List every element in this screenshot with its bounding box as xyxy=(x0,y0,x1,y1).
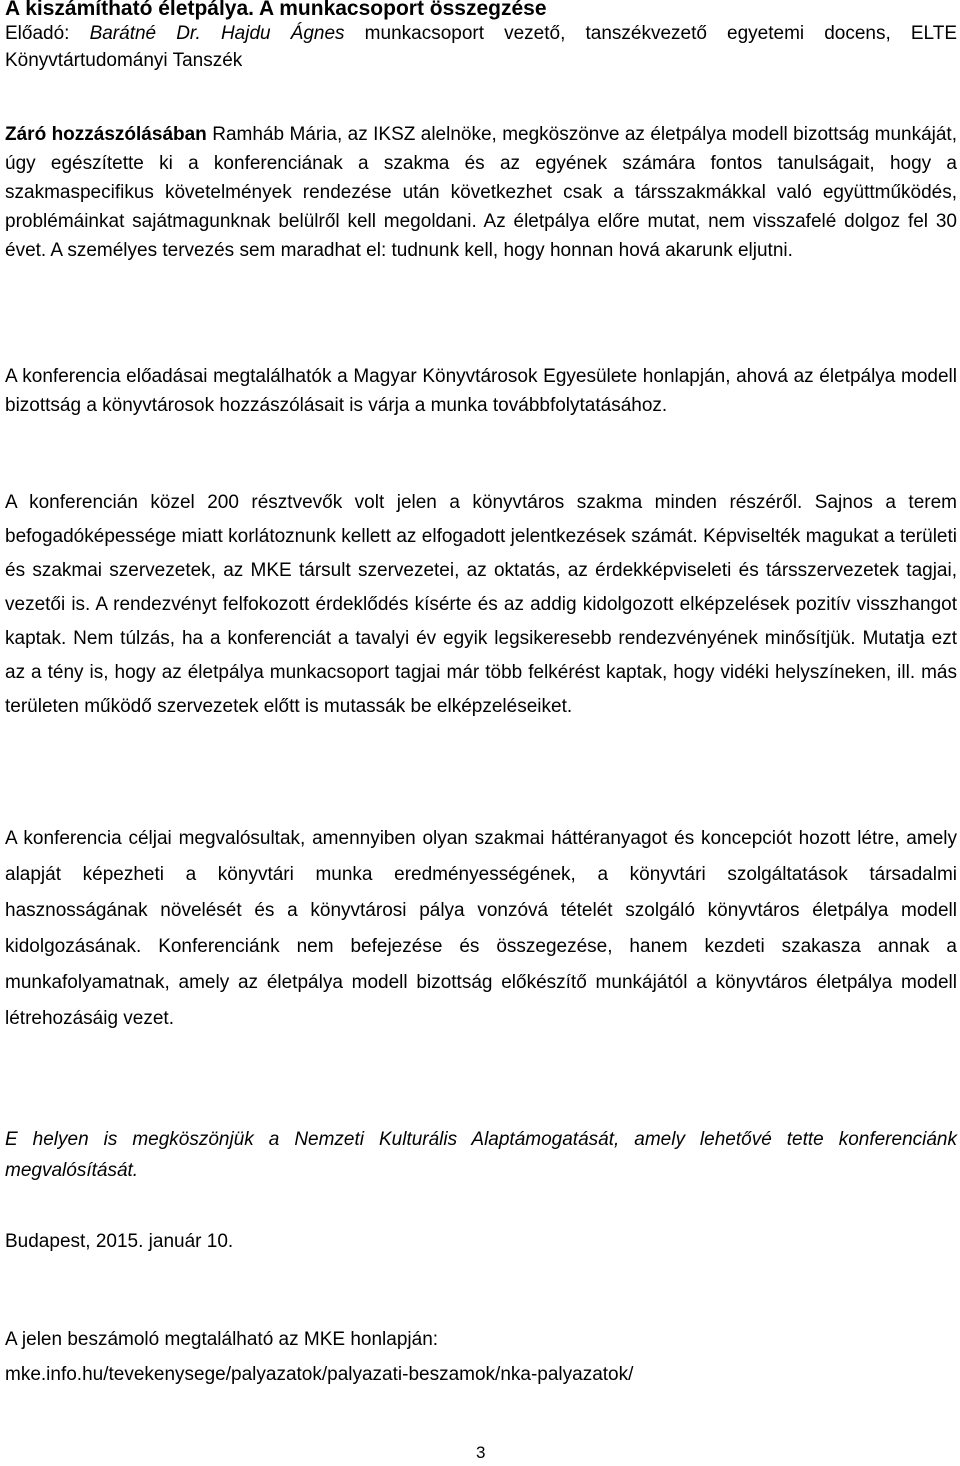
closing-remarks-text: Ramháb Mária, az IKSZ alelnöke, megköszönve az életpálya modell bizottság munkáját, úgy egészítette ki a konferenciának a szakma és az egyének számára fontos tanulságait, hogy a szakmaspecifikus követelmények rendezése után következhet csak a társszakmákkal való együttműködés, problémáinkat sajátmagunknak belülről kell megoldani. Az életpálya előre mutat, nem visszafelé dolgoz fel 30 évet. A személyes tervezés sem maradhat el: tudnunk kell, hogy honnan hová akarunk eljutni. xyxy=(5,124,957,261)
conference-materials-paragraph: A konferencia előadásai megtalálhatók a Magyar Könyvtárosok Egyesülete honlapján, ahová az életpálya modell bizottság a könyvtárosok hozzászólásait is várja a munka továbbfolytatásához. xyxy=(5,366,957,416)
presenter-paragraph xyxy=(5,20,957,74)
report-note: A jelen beszámoló megtalálható az MKE honlapján: xyxy=(5,1329,439,1350)
presenter-name: Barátné Dr. Hajdu Ágnes xyxy=(89,23,345,44)
acknowledgement-paragraph: E helyen is megköszönjük a Nemzeti Kulturális Alaptámogatását, amely lehetővé tette konferenciánk megvalósítását. xyxy=(5,1129,957,1181)
page-number: 3 xyxy=(476,1443,486,1462)
conference-goals-paragraph: A konferencia céljai megvalósultak, amennyiben olyan szakmai háttéranyagot és koncepciót hozott létre, amely alapját képezheti a könyvtári munka eredményességének, a könyvtári szolgáltatások társadalmi hasznosságának növelését és a könyvtárosi pálya vonzóvá tételét szolgáló könyvtáros életpálya modell kidolgozásának. Konferenciánk nem befejezése és összegezése, hanem kezdeti szakasza annak a munkafolyamatnak, amely az életpálya modell bizottság előkészítő munkájától a könyvtáros életpálya modell létrehozásáig vezet. xyxy=(5,828,957,1029)
report-url[interactable]: mke.info.hu/tevekenysege/palyazatok/palyazati-beszamok/nka-palyazatok/ xyxy=(5,1364,634,1385)
presenter-label: Előadó: xyxy=(5,23,70,44)
participants-paragraph: A konferencián közel 200 résztvevők volt jelen a könyvtáros szakma minden részéről. Sajnos a terem befogadóképessége miatt korlátoznunk kellett az elfogadott jelentkezések számát. Képviselték magukat a területi és szakmai szervezetek, az MKE társult szervezetei, az oktatás, az érdekképviseleti és társszervezetek tagjai, vezetői is. A rendezvényt felfokozott érdeklődés kísérte és az addig kidolgozott elképzelések pozitív visszhangot kaptak. Nem túlzás, ha a konferenciát a tavalyi év egyik legsikeresebb rendezvényének minősítjük. Mutatja ezt az a tény is, hogy az életpálya munkacsoport tagjai már több felkérést kaptak, hogy vidéki helyszíneken, ill. más területen működő szervezetek előtt is mutassák be elképzeléseiket. xyxy=(5,492,957,717)
date-line: Budapest, 2015. január 10. xyxy=(5,1231,234,1252)
section-heading: A kiszámítható életpálya. A munkacsoport összegzése xyxy=(5,0,547,20)
closing-remarks-paragraph xyxy=(5,120,957,265)
presenter-role: munkacsoport vezető, tanszékvezető egyetemi docens, ELTE Könyvtártudományi Tanszék xyxy=(5,23,957,71)
closing-remarks-lead: Záró hozzászólásában xyxy=(5,124,207,145)
